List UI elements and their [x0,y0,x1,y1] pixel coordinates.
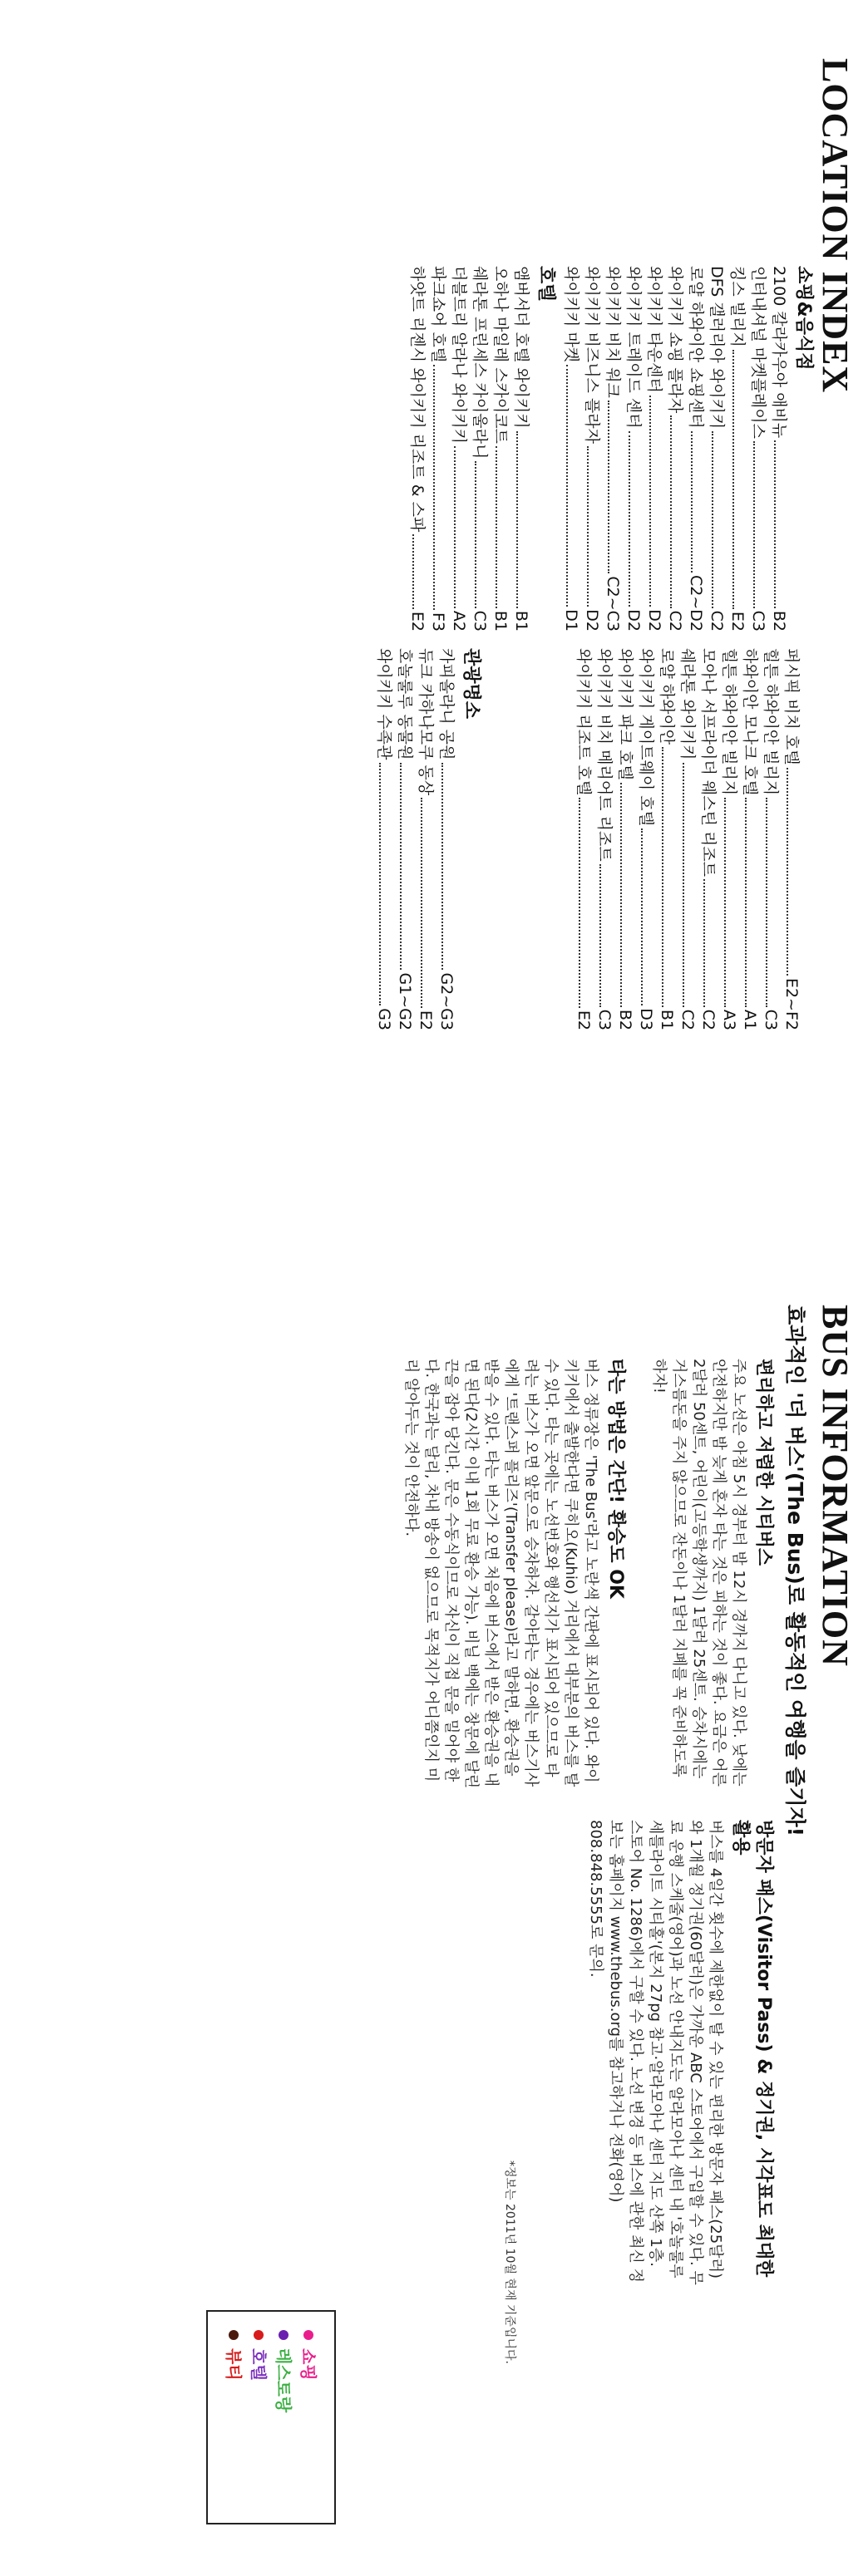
leader-dots [379,763,381,1006]
hotel-entry-grid-code: F3 [429,612,447,632]
leader-dots [599,864,601,1007]
leader-dots [579,798,580,1008]
hotel-entry-name: 앰버서더 호텔 와이키키 [512,266,530,429]
sights-section-title: 관광명소 [461,648,481,720]
bus-block-how-to-ride-text: 버스 정류장은 'The Bus'라고 노란색 간판에 표시되어 있다. 와이키키에서 출발한다면 쿠히오(Kuhio) 거리에서 대부분의 버스를 탈 수 있다. 타는 곳에는 노선번호와 행선지가 표시되어 있으므로 타려는 버스가 오면 앞문으로 승차하자. 갈아타는 경우에는 버스기사에게 '트랜스퍼 플리즈'(Transfer please)라고 말하면, 환승권을 받을 수 있다. 타는 버스가 오면 처음에 버스에서 받은 환승권을 내면 된다(2시간 이내 1회 무료 환승 가능). 비닐 백에는 창문에 달린 끈을 잡아 당긴다. 문은 수동식이므로 자신이 직접 문을 밀어야 한다. 한국과는 달리, 차내 방송이 없으므로 목적지가 어디쯤인지 미리 알아두는 것이 안전하다. [402,1359,599,1789]
leader-dots [732,350,734,609]
shopping-entry [727,266,747,632]
shopping-entry [664,266,685,632]
shopping-entry-grid-code: D2 [645,609,663,632]
sight-entry [394,648,415,1030]
leader-dots [421,798,422,1008]
leader-dots [400,763,402,971]
shopping-entry-name: 와이키키 비즈니스 플라자 [583,266,601,444]
hotel-entry-name: 와이키키 비치 메리어트 리조트 [595,648,614,862]
leader-dots [649,396,651,607]
shopping-entry-grid-code: D2 [583,609,601,632]
shopping-entry [706,266,727,632]
sight-entry-grid-code: G1~G2 [396,972,414,1030]
leader-dots [712,431,713,607]
shopping-entry-name: 2100 칼라카우아 애비뉴 [770,266,788,439]
shopping-entry-grid-code: C2 [666,610,684,632]
legend-item [296,2330,321,2505]
hotel-entry-grid-code: A2 [450,610,468,632]
sight-entry-name: 듀크 카하나모쿠 동상 [417,648,435,796]
hotel-entry-grid-code: C3 [595,1009,614,1030]
legend-item [271,2330,296,2505]
leader-dots [454,446,456,608]
hotel-entry [718,648,739,1030]
shopping-entry-name: 와이키키 비치 워크 [604,266,622,398]
legend-label: 레스토랑 [274,2348,293,2413]
hotel-entry [427,266,448,632]
shopping-entry [560,266,581,632]
legend-dot-icon [303,2330,313,2340]
hotel-entry-grid-code: B1 [512,610,530,632]
hotel-entry-grid-code: E2~F2 [782,977,801,1030]
hotels-a-list [573,648,801,1030]
hotel-entry [469,266,490,632]
leader-dots [641,828,643,1005]
sight-entry [415,648,436,1030]
sight-entry-name: 호놀룰루 동물원 [396,648,414,760]
shopping-entry-grid-code: C3 [749,610,767,632]
legend-item [246,2330,271,2505]
hotel-entry-name: 더블트리 알라나 와이키키 [450,266,468,444]
hotel-entry-name: 파크쇼어 호텔 [429,266,447,363]
hotel-entry-grid-code: B1 [658,1009,676,1030]
hotel-entry-name: 와이키키 게이트웨이 호텔 [637,648,655,826]
hotels-section-title: 호텔 [535,266,556,302]
hotel-entry [656,648,677,1030]
leader-dots [753,441,755,608]
shopping-entry-grid-code: D2 [624,609,643,632]
info-date-note: *정보는 2011년 10월 현재 기준입니다. [503,2161,516,2364]
shopping-entry-name: 인터내셔널 마켓플레이스 [749,266,767,439]
hotel-entry-name: 와이키키 리조트 호텔 [575,648,593,796]
hotel-entry-name: 오하나 마일레 스카이코트 [491,266,510,444]
bus-block-visitor-pass [585,1820,775,2285]
bus-block-city-bus-title: 편리하고 저렴한 시티버스 [753,1359,774,1566]
hotel-entry-name: 쉐라톤 와이키키 [678,648,697,760]
bus-block-city-bus [649,1359,775,1791]
bus-block-how-to-ride-title: 타는 방법은 간단! 환승도 OK [605,1359,626,1599]
hotel-entry-name: 로얄 하와이안 [658,648,676,745]
leader-dots [787,768,788,976]
shopping-section-title: 쇼핑&음식점 [793,266,814,371]
legend-dot-icon [254,2330,264,2340]
sight-entry [373,648,394,1030]
shopping-entry-name: 로얄 하와이안 쇼핑센터 [687,266,705,429]
leader-dots [745,798,747,1007]
hotel-entry-grid-code: B2 [616,1009,634,1030]
sight-entry [436,648,456,1030]
shopping-entry-name: 와이키키 타운센터 [645,266,663,393]
shopping-entry-grid-code: B2 [770,610,788,632]
shopping-entry [768,266,789,632]
hotel-entry [490,266,510,632]
hotel-entry [510,266,531,632]
shopping-entry-name: 와이키키 쇼핑 플라자 [666,266,684,414]
sight-entry-name: 카피올라니 공원 [437,648,456,760]
hotel-entry [573,648,594,1030]
hotel-entry-grid-code: C2 [699,1009,718,1030]
leader-dots [496,446,497,608]
hotel-entry-name: 퍼시픽 비치 호텔 [782,648,801,765]
hotels-list [407,266,531,632]
leader-dots [566,365,568,607]
shopping-list [560,266,789,632]
shopping-entry [644,266,664,632]
leader-dots [608,401,609,573]
hotel-entry [698,648,718,1030]
hotel-entry [635,648,656,1030]
shopping-entry-name: 와이키키 트레이드 센터 [624,266,643,429]
legend-list [221,2330,321,2505]
bus-block-visitor-pass-text: 버스를 4일간 횟수에 제한없이 탈 수 있는 편리한 방문자 패스(25달러)와 1개월 정기권(60달러)은 가까운 ABC 스토어에서 구입할 수 있다. 무료 운행 스케줄(영어)과 노선 안내지도는 알라모아나 센터 내 '호놀룰루 세틀라이트 시티홀'(본지 27pg 참고·알라모아나 센터 지도 산쪽 1층. 스토어 No. 1286)에서 구할 수 있다. 노선 변경 등 버스에 관한 최신 정보는 홈페이지 www.thebus.org를 참고하거나 전화(영어) 808.848.5555로 문의. [587,1820,724,2285]
leader-dots [587,446,589,607]
leader-dots [629,431,630,607]
leader-dots [620,783,622,1007]
hotel-entry-grid-code: C3 [762,1009,780,1030]
hotel-entry-name: 와이키키 파크 호텔 [616,648,634,780]
leader-dots [774,440,776,608]
leader-dots [683,763,684,1007]
hotel-entry [448,266,469,632]
shopping-entry-name: 킹스 빌리지 [728,266,747,347]
shopping-entry-grid-code: C2 [708,610,726,632]
hotels-column [407,266,560,632]
hotel-entry-name: 모아나 서프라이더 웨스틴 리조트 [699,648,718,878]
sight-entry-grid-code: G2~G3 [437,972,456,1030]
hotel-entry-grid-code: A1 [741,1009,759,1030]
bus-block-how-to-ride [401,1359,627,1791]
hotel-entry [781,648,801,1030]
shopping-entry-name: 와이키키 마켓 [562,266,580,363]
legend-label: 호텔 [249,2348,269,2381]
hotel-entry-name: 하얏트 리젠시 와이키키 리조트 & 스파 [408,266,427,533]
leader-dots [724,798,726,1007]
hotel-entry [677,648,698,1030]
leader-dots [766,798,767,1006]
hotel-entry [594,648,614,1030]
leader-dots [662,747,663,1007]
leader-dots [433,365,435,610]
hotel-entry-name: 힐튼 하와이안 빌리지 [720,648,738,796]
leader-dots [703,879,705,1007]
legend-item [221,2330,246,2505]
hotel-entry [407,266,427,632]
hotel-entry [739,648,760,1030]
bus-block-visitor-pass-title: 방문자 패스(Visitor Pass) & 정기권, 시각표도 최대한 활용 [730,1820,774,2278]
legend-label: 뷰티 [224,2348,244,2381]
legend-dot-icon [229,2330,239,2340]
bus-info-subtitle: 효과적인 '더 버스'(The Bus)로 활동적인 여행을 즐기자! [783,1305,807,1837]
sight-entry-grid-code: E2 [417,1010,435,1030]
leader-dots [670,415,672,607]
shopping-entry [623,266,644,632]
hotel-entry-name: 하와이안 모나크 호텔 [741,648,759,796]
location-index-title: LOCATION INDEX [815,58,856,394]
shopping-entry [685,266,706,632]
bus-info-title: BUS INFORMATION [815,1305,856,1667]
sight-entry-grid-code: G3 [375,1008,393,1030]
hotel-entry-name: 힐튼 하와이안 빌리지 [762,648,780,796]
leader-dots [441,763,443,971]
legend-label: 쇼핑 [298,2348,318,2381]
hotel-entry-grid-code: B1 [491,610,510,632]
shopping-entry-grid-code: C2~D2 [687,575,705,632]
category-legend [206,2310,336,2524]
hotel-entry-name: 쉐라톤 프린세스 카이울라니 [471,266,489,460]
legend-dot-icon [279,2330,289,2340]
shopping-column [560,266,818,632]
shopping-entry [747,266,768,632]
hotels-a-column [573,648,801,1030]
sights-column [373,648,486,1030]
shopping-entry-grid-code: D1 [562,609,580,632]
shopping-entry-grid-code: E2 [728,611,747,632]
hotel-entry-grid-code: E2 [408,611,427,632]
bus-block-city-bus-text: 주요 노선은 아침 5시 경부터 밤 12시 경까지 다니고 있다. 낮에는 안전하지만 밤 늦게 혼자 타는 것은 피하는 것이 좋다. 요금은 어른 2달러 50센트, 어린이(고등학생까지) 1달러 25센트. 승차시에는 거스름돈을 주지 않으므로 잔돈이나 1달러 지폐를 꼭 준비하도록 하자! [650,1359,747,1787]
shopping-entry-grid-code: C2~C3 [604,576,622,632]
hotel-entry-grid-code: C2 [678,1009,697,1030]
leader-dots [516,431,518,608]
leader-dots [691,431,693,573]
shopping-entry [602,266,623,632]
hotel-entry-grid-code: D3 [637,1008,655,1030]
shopping-entry-name: DFS 갤러리아 와이키키 [708,266,726,430]
sights-list [373,648,456,1030]
hotel-entry-grid-code: A3 [720,1009,738,1030]
shopping-entry [581,266,602,632]
hotel-entry [614,648,635,1030]
sight-entry-name: 와이키키 수족관 [375,648,393,760]
hotel-entry-grid-code: E2 [575,1010,593,1030]
hotel-entry-grid-code: C3 [471,610,489,632]
leader-dots [475,461,476,607]
hotel-entry [760,648,781,1030]
leader-dots [412,534,414,609]
